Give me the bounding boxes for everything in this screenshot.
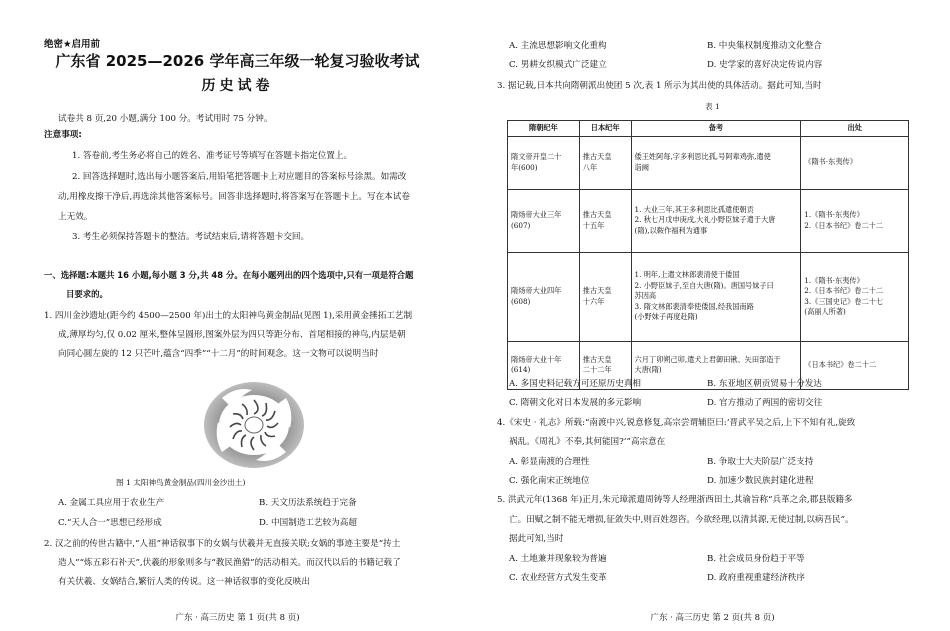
question-5-line: 亡。田赋之制不能无增损,征敛失中,则百姓怨咨。今欲经理,以清其源,无使过制,以病吾民”。 — [509, 515, 854, 525]
page-footer: 广东 · 高三历史 第 1 页(共 8 页) — [175, 613, 300, 623]
question-1-line: 向同心圆左旋的 12 只芒叶,蕴含“四季”“十二月”的时间观念。这一文物可以说明当时 — [58, 349, 379, 359]
table-cell-note: 1. 明年,上遣文林郎裴清使于倭国 2. 小野臣妹子,至自大唐(隋)。唐国号妹子曰 苏因高 3. 隋文林郎裴清奉使倭国,经我国南路 (小野妹子再度赴隋) — [631, 252, 801, 341]
table-cell-japan-year: 推古天皇 十六年 — [579, 252, 631, 341]
table-header-cell: 出处 — [801, 121, 909, 137]
table-header-cell: 日本纪年 — [579, 121, 631, 137]
notice-line: 1. 答卷前,考生务必将自己的姓名、准考证号等填写在答题卡指定位置上。 — [72, 151, 353, 161]
table-cell-sui-year: 隋文帝开皇二十 年(600) — [508, 136, 580, 189]
table-cell-japan-year: 推古天皇 十五年 — [579, 189, 631, 252]
table-header-cell: 备考 — [631, 121, 801, 137]
question-5-line: 5. 洪武元年(1368 年)正月,朱元璋派遣周铸等人经理浙西田土,其谕旨称“兵革之余,郡县版籍多 — [497, 495, 853, 505]
exam-title: 广东省 2025—2026 学年高三年级一轮复习验收考试 — [55, 52, 420, 70]
question-2-option-c[interactable]: C. 男耕女织模式广泛建立 — [509, 60, 607, 70]
table-cell-note: 六月丁卯朔己卯,遣犬上君御田锹、矢田部造于 大唐(隋) — [631, 341, 801, 389]
table-cell-source: 《日本书纪》卷二十二 — [801, 341, 909, 389]
page-footer: 广东 · 高三历史 第 2 页(共 8 页) — [650, 613, 775, 623]
table-cell-source: 1.《隋书·东夷传》 2.《日本书纪》卷二十二 — [801, 189, 909, 252]
question-4-line: 祸乱。《周礼》不奉,其何能国?’”高宗意在 — [509, 437, 666, 447]
question-3-line: 3. 据记载,日本共向隋朝派出使团 5 次,表 1 所示为其出使的具体活动。据此可知,当时 — [497, 81, 822, 91]
question-4-line: 4.《宋史 · 礼志》所载:“南渡中兴,锐意修复,高宗尝谓辅臣曰:‘晋武平吴之后,上下不知有礼,旋致 — [497, 418, 856, 428]
question-1-line: 成,薄厚均匀,仅 0.02 厘米,整体呈圆形,图案外层为四只等距分布、首尾相接的神鸟,内层是朝 — [58, 330, 406, 340]
notice-line: 上无效。 — [58, 212, 93, 222]
question-2-line: 有关伏羲、女娲结合,繁衍人类的传说。这一神话叙事的变化反映出 — [58, 577, 310, 587]
notice-line: 动,用橡皮擦干净后,再选涂其他答案标号。回答非选择题时,将答案写在答题卡上。写在本试卷 — [58, 192, 410, 202]
exam-subtitle: 历史试卷 — [201, 78, 274, 94]
question-1-option-b[interactable]: B. 天文历法系统趋于完备 — [259, 498, 357, 508]
question-1-option-c[interactable]: C.“天人合一”思想已经形成 — [58, 518, 162, 528]
question-4-option-c[interactable]: C. 强化南宋正统地位 — [509, 476, 590, 486]
table-cell-source: 1.《隋书·东夷传》 2.《日本书纪》卷二十二 3.《三国史记》卷二十七 (高丽人所著) — [801, 252, 909, 341]
question-3-option-b[interactable]: B. 东亚地区朝贡贸易十分发达 — [707, 379, 822, 389]
question-2-line: 造人”“炼五彩石补天”,伏羲的形象则多与“教民渔猎”的活动相关。而汉代以后的书籍记载了 — [58, 558, 401, 568]
notice-title: 注意事项: — [44, 130, 82, 140]
table-cell-japan-year: 推古天皇 八年 — [579, 136, 631, 189]
question-1-line: 1. 四川金沙遗址(距今约 4500—2500 年)出土的太阳神鸟黄金制品(见图 1),采用黄金捶拓工艺制 — [44, 311, 413, 321]
sun-bird-gold-figure — [202, 380, 306, 470]
table-row — [508, 252, 909, 341]
question-2-option-d[interactable]: D. 史学家的喜好决定传说内容 — [707, 60, 823, 70]
table-header-cell: 隋朝纪年 — [508, 121, 580, 137]
table-title: 表 1 — [705, 102, 720, 111]
question-2-option-b[interactable]: B. 中央集权制度推动文化整合 — [707, 41, 822, 51]
question-1-option-a[interactable]: A. 金属工具应用于农业生产 — [58, 498, 165, 508]
question-1-option-d[interactable]: D. 中国制造工艺较为高超 — [259, 518, 357, 528]
question-4-option-a[interactable]: A. 彰显南渡的合理性 — [509, 457, 590, 467]
exam-info: 试卷共 8 页,20 小题,满分 100 分。考试用时 75 分钟。 — [58, 114, 273, 124]
question-3-option-a[interactable]: A. 多国史料记载方可还原历史真相 — [509, 379, 641, 389]
notice-line: 3. 考生必须保持答题卡的整洁。考试结束后,请将答题卡交回。 — [72, 232, 310, 242]
confidential-mark: 绝密★启用前 — [44, 39, 101, 50]
table-cell-sui-year: 隋炀帝大业四年 (608) — [508, 252, 580, 341]
figure-caption: 图 1 太阳神鸟黄金制品(四川金沙出土) — [116, 478, 246, 487]
question-5-option-b[interactable]: B. 社会成员身份趋于平等 — [707, 554, 805, 564]
question-5-option-d[interactable]: D. 政府重视重建经济秩序 — [707, 573, 805, 583]
table-cell-sui-year: 隋炀帝大业十年 (614) — [508, 341, 580, 389]
table-cell-source: 《隋书·东夷传》 — [801, 136, 909, 189]
question-2-option-a[interactable]: A. 主流思想影响文化重构 — [509, 41, 607, 51]
table-cell-note: 1. 大业三年,其王多利思比孤遣使朝贡 2. 秋七月戊申庚戌,大礼小野臣妹子遣于大唐 (隋),以鞍作福利为通事 — [631, 189, 801, 252]
question-2-line: 2. 汉之前的传世古籍中,“人祖”神话叙事下的女娲与伏羲并无直接关联;女娲的事迹主要是“抟土 — [44, 539, 401, 549]
table-cell-japan-year: 推古天皇 二十二年 — [579, 341, 631, 389]
table-row — [508, 189, 909, 252]
question-4-option-d[interactable]: D. 加速少数民族封建化进程 — [707, 476, 814, 486]
table-header-row — [508, 121, 909, 137]
table-row — [508, 136, 909, 189]
question-5-option-a[interactable]: A. 土地兼并现象较为普遍 — [509, 554, 607, 564]
section-heading: 一、选择题:本题共 16 小题,每小题 3 分,共 48 分。在每小题列出的四个选项中,只有一项是符合题 — [44, 270, 414, 280]
table-cell-note: 倭王姓阿每,字多利思比孤,号阿辈鸡弥,遣使 诣阙 — [631, 136, 801, 189]
question-5-option-c[interactable]: C. 农业经营方式发生变革 — [509, 573, 607, 583]
notice-line: 2. 回答选择题时,选出每小题答案后,用铅笔把答题卡上对应题目的答案标号涂黑。如需改 — [72, 172, 407, 182]
table-cell-sui-year: 隋炀帝大业三年 (607) — [508, 189, 580, 252]
section-heading: 目要求的。 — [66, 289, 108, 299]
question-4-option-b[interactable]: B. 争取士大夫阶层广泛支持 — [707, 457, 814, 467]
question-5-line: 据此可知,当时 — [509, 534, 564, 544]
question-3-option-c[interactable]: C. 隋朝文化对日本发展的多元影响 — [509, 398, 642, 408]
table-1 — [507, 120, 909, 390]
question-3-option-d[interactable]: D. 官方推动了两国的密切交往 — [707, 398, 823, 408]
